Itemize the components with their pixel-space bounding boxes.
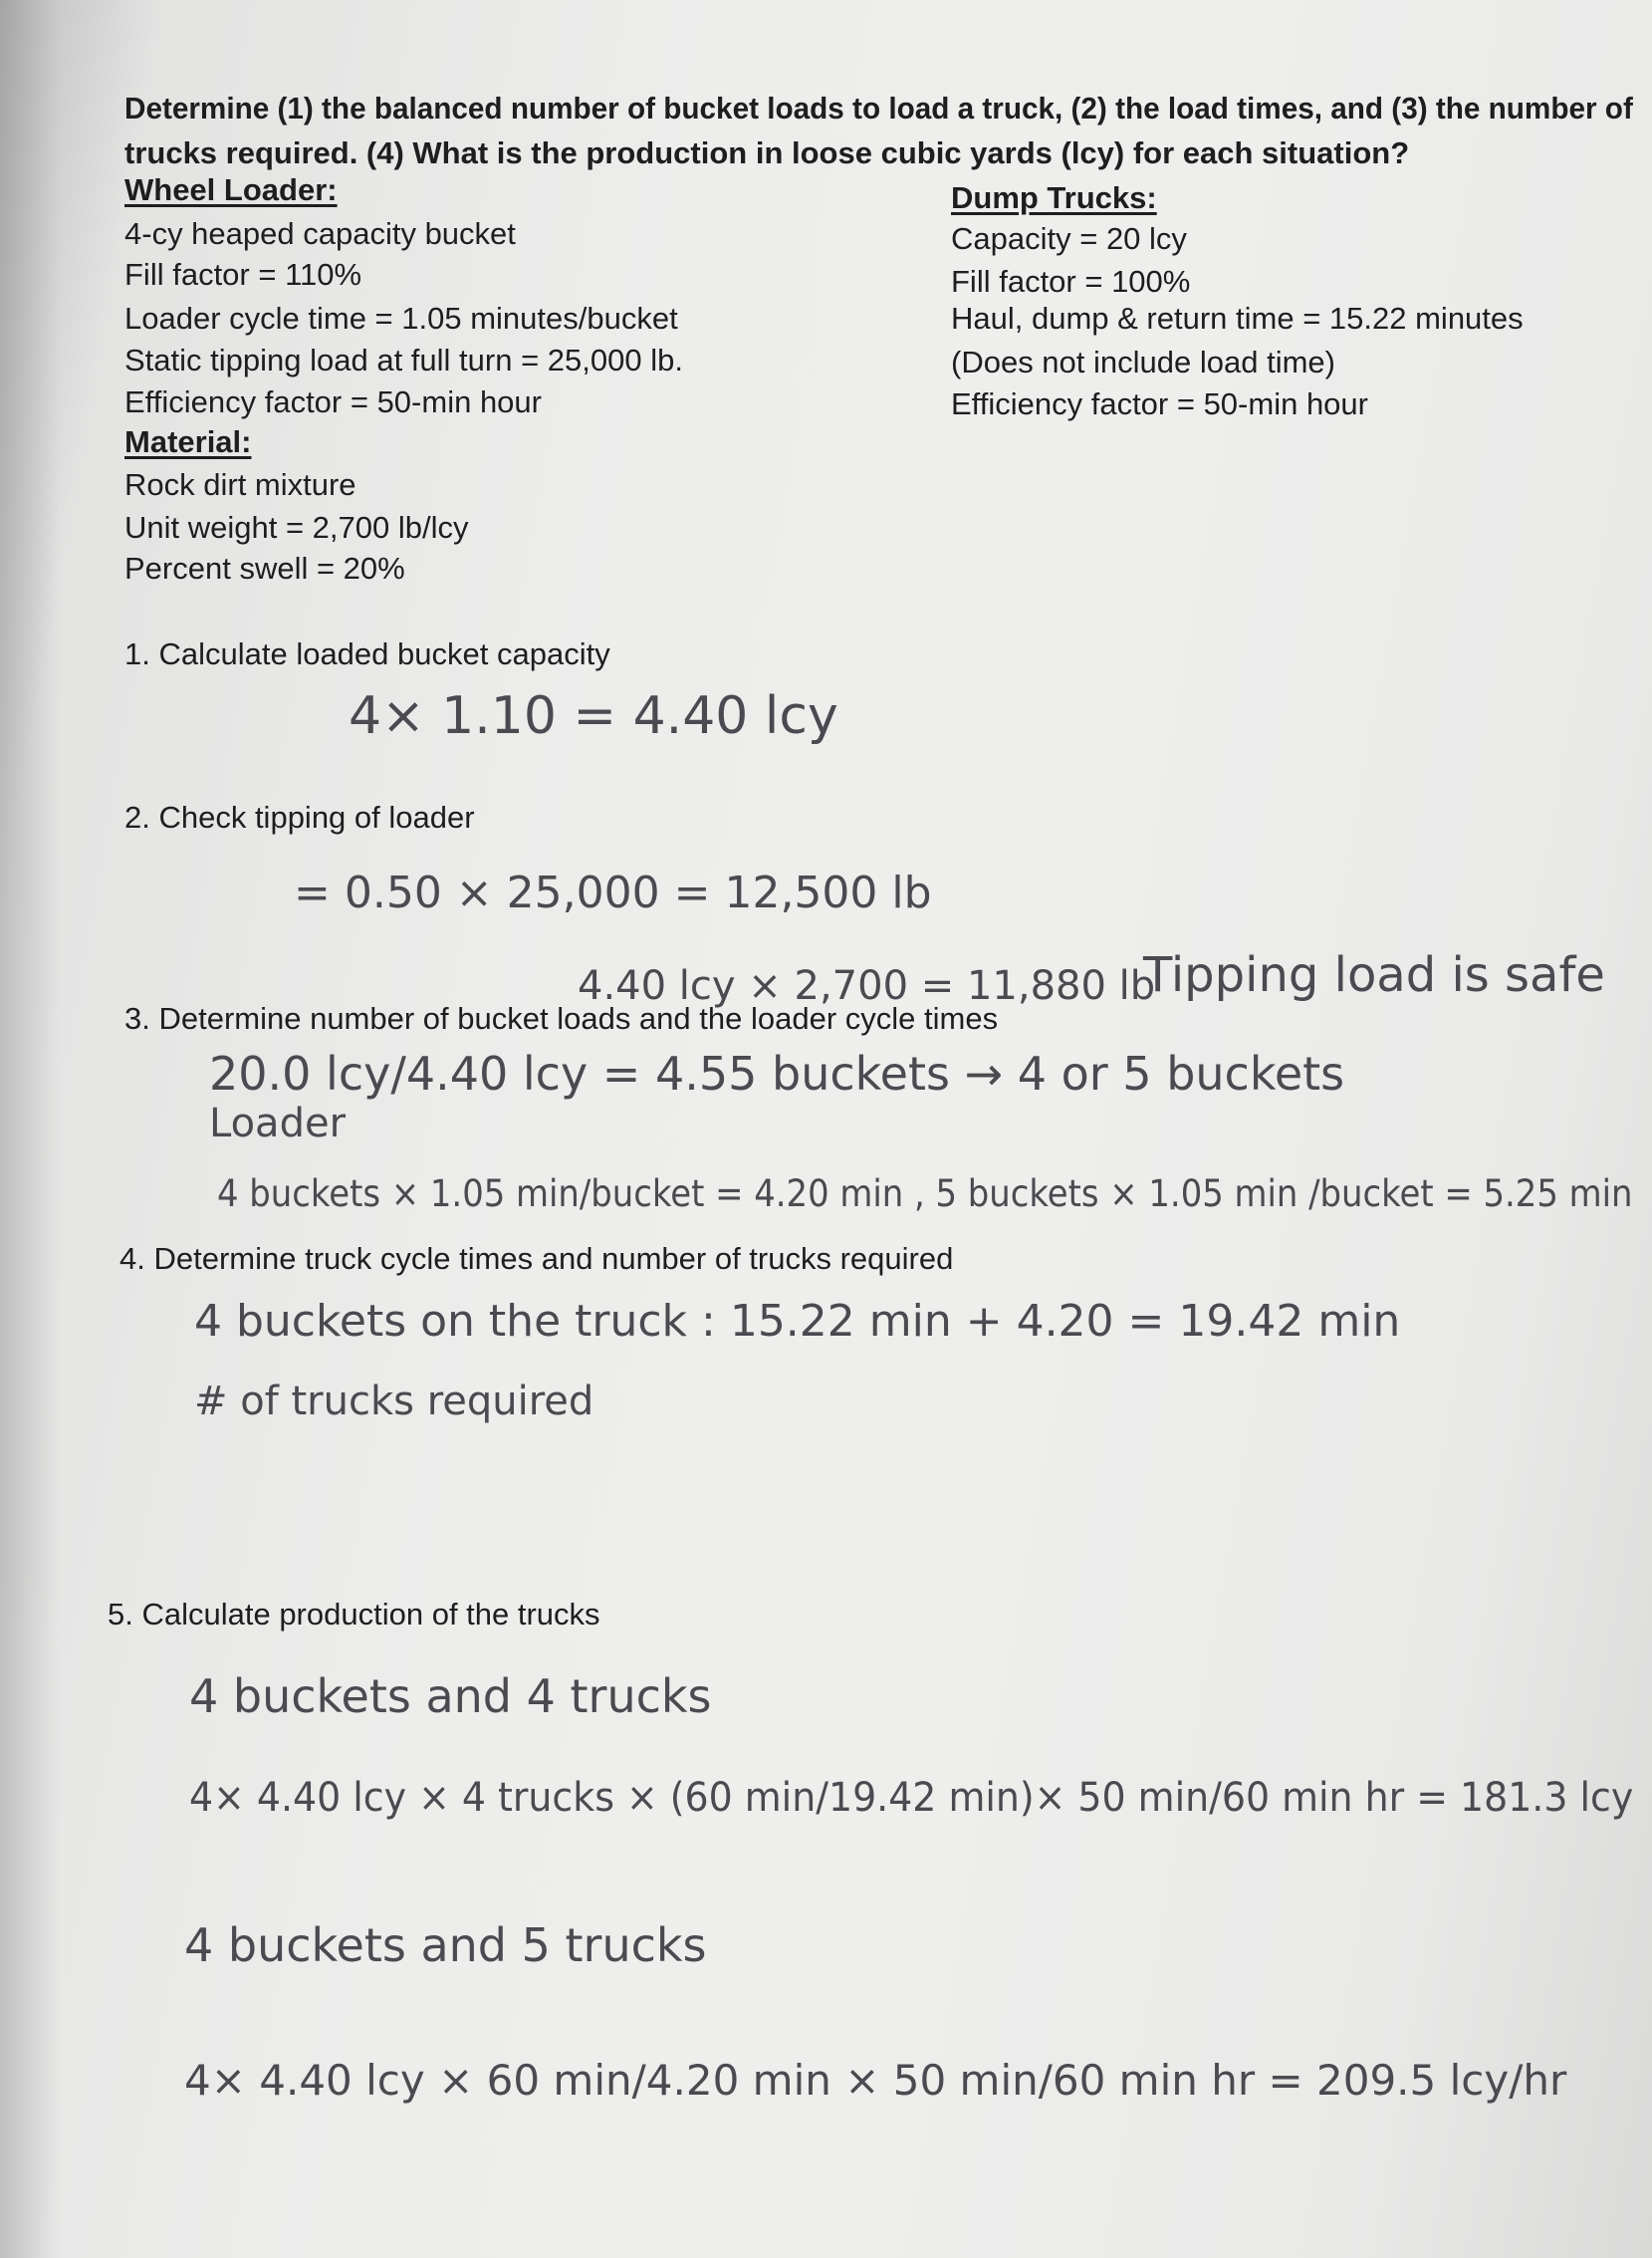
- wheel-loader-item: 4-cy heaped capacity bucket: [124, 216, 516, 251]
- step-5-line-3: 4 buckets and 5 trucks: [184, 1918, 707, 1972]
- wheel-loader-heading: Wheel Loader:: [124, 172, 338, 207]
- dump-trucks-item: Efficiency factor = 50-min hour: [951, 386, 1368, 421]
- material-item: Percent swell = 20%: [124, 551, 405, 586]
- step-2-line-2: 4.40 lcy × 2,700 = 11,880 lb: [578, 963, 1156, 1009]
- step-4-line-2: # of trucks required: [194, 1379, 594, 1424]
- step-5-line-2: 4× 4.40 lcy × 4 trucks × (60 min/19.42 min)× 50 min/60 min hr = 181.3 lcy: [189, 1775, 1634, 1821]
- dump-trucks-item: Fill factor = 100%: [951, 264, 1191, 299]
- dump-trucks-item: Capacity = 20 lcy: [951, 221, 1187, 256]
- step-4-label: 4. Determine truck cycle times and number of trucks required: [119, 1241, 954, 1276]
- wheel-loader-item: Fill factor = 110%: [124, 257, 362, 292]
- wheel-loader-item: Static tipping load at full turn = 25,000 lb.: [124, 343, 683, 377]
- page-edge-shadow: [0, 0, 60, 2258]
- wheel-loader-item: Efficiency factor = 50-min hour: [124, 384, 542, 419]
- step-3-label: 3. Determine number of bucket loads and the loader cycle times: [124, 1001, 999, 1036]
- question-line-1: Determine (1) the balanced number of bucket loads to load a truck, (2) the load times, and (3) the number of: [124, 91, 1633, 125]
- dump-trucks-item: Haul, dump & return time = 15.22 minutes: [951, 301, 1524, 336]
- wheel-loader-item: Loader cycle time = 1.05 minutes/bucket: [124, 301, 678, 336]
- material-item: Unit weight = 2,700 lb/lcy: [124, 510, 469, 545]
- material-item: Rock dirt mixture: [124, 467, 356, 502]
- step-2-conclusion: Tipping load is safe: [1143, 947, 1605, 1003]
- step-5-line-1: 4 buckets and 4 trucks: [189, 1669, 712, 1723]
- step-1-answer: 4× 1.10 = 4.40 lcy: [349, 686, 838, 746]
- question-line-2: trucks required. (4) What is the production in loose cubic yards (lcy) for each situation?: [124, 135, 1410, 170]
- step-2-label: 2. Check tipping of loader: [124, 800, 475, 835]
- step-2-line-1: = 0.50 × 25,000 = 12,500 lb: [294, 868, 932, 918]
- dump-trucks-heading: Dump Trucks:: [951, 180, 1157, 215]
- step-5-line-4: 4× 4.40 lcy × 60 min/4.20 min × 50 min/60 min hr = 209.5 lcy/hr: [184, 2056, 1567, 2105]
- material-heading: Material:: [124, 424, 252, 459]
- dump-trucks-item: (Does not include load time): [951, 345, 1335, 379]
- step-1-label: 1. Calculate loaded bucket capacity: [124, 636, 610, 671]
- step-3-line-2: Loader: [209, 1101, 347, 1146]
- step-5-label: 5. Calculate production of the trucks: [108, 1597, 600, 1631]
- step-4-line-1: 4 buckets on the truck : 15.22 min + 4.20 = 19.42 min: [194, 1296, 1401, 1347]
- step-3-line-1: 20.0 lcy/4.40 lcy = 4.55 buckets → 4 or 5 buckets: [209, 1047, 1345, 1101]
- step-3-line-3: 4 buckets × 1.05 min/bucket = 4.20 min , 5 buckets × 1.05 min /bucket = 5.25 min: [217, 1172, 1633, 1215]
